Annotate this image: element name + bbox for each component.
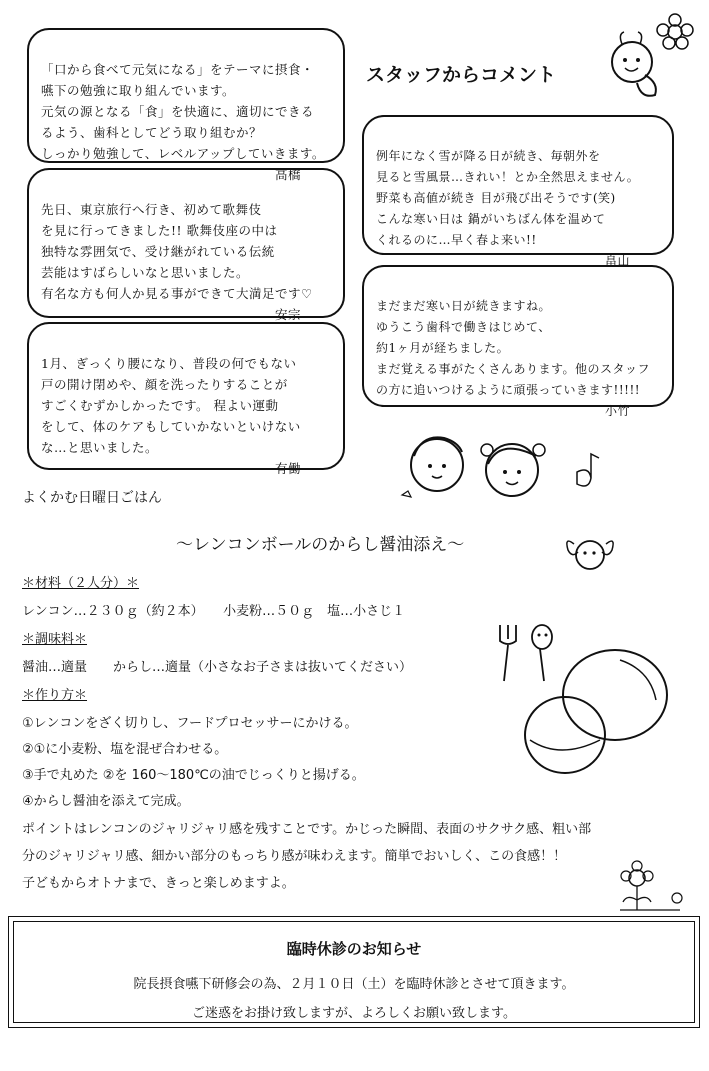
point-text: ポイントはレンコンのジャリジャリ感を残すことです。かじった瞬間、表面のサクサク感、粗い部 — [22, 822, 592, 837]
ingredients-heading: ＊材料（２人分）＊ — [22, 576, 140, 591]
children-illustration — [392, 420, 602, 510]
method-step: ②①に小麦粉、塩を混ぜ合わせる。 — [22, 742, 228, 757]
method-heading: ＊作り方＊ — [22, 688, 88, 703]
seasoning-text: 醤油…適量 からし…適量（小さなお子さまは抜いてください） — [22, 660, 413, 675]
bee-small-icon — [560, 530, 620, 580]
flower-bottom-icon — [615, 860, 695, 915]
method-step: ①レンコンをざく切りし、フードプロセッサーにかける。 — [22, 716, 358, 731]
comment-text: 「口から食べて元気になる」をテーマに摂食・ 嚥下の勉強に取り組んでいます。 元気の源となる「食」を快適に、適切にできる るよう、歯科としてどう取り組むか？ しっかり勉強して、レベルアップしていきます。 — [41, 62, 325, 161]
method-step: ③手で丸めた ②を 160～180℃の油でじっくりと揚げる。 — [22, 768, 365, 783]
staff-comments-heading: スタッフからコメント — [366, 64, 557, 86]
comment-box-2 — [362, 115, 674, 268]
notice-line: ご迷惑をお掛け致しますが、よろしくお願い致します。 — [192, 1006, 516, 1021]
comment-text: 例年になく雪が降る日が続き、毎朝外を 見ると雪風景…きれい！とか全然思えません。 野菜も高値が続き 目が飛び出そうです(笑) こんな寒い日は 鍋がいちばん体を温めて くれるのに…早く春よ来い!! — [376, 149, 640, 247]
comment-text: 先日、東京旅行へ行き、初めて歌舞伎 を見に行ってきました!! 歌舞伎座の中は 独特な雰囲気で、受け継がれている伝統 芸能はすばらしいなと思いました。 有名な方も何人か見る事ができて大満足です♡ — [41, 202, 313, 301]
notice-box — [8, 916, 700, 1028]
comment-box-3 — [27, 168, 345, 322]
comment-signature: 有働 — [274, 461, 301, 476]
comment-signature: 安宗 — [274, 307, 301, 322]
comment-box-5 — [27, 322, 345, 476]
comment-box-1 — [27, 28, 345, 182]
comment-text: まだまだ寒い日が続きますね。 ゆうこう歯科で働きはじめて、 約1ヶ月が経ちました。 まだ覚える事がたくさんあります。他のスタッフ の方に追いつけるように頑張っていきます!!!!! — [376, 299, 651, 397]
method-step: ④からし醤油を添えて完成。 — [22, 794, 190, 809]
point-text: 子どもからオトナまで、きっと楽しめますよ。 — [22, 876, 295, 891]
comment-signature: 高橋 — [274, 167, 301, 182]
flower-icon — [655, 12, 695, 52]
comment-text: 1月、ぎっくり腰になり、普段の何でもない 戸の開け閉めや、顔を洗ったりすることが すごくむずかしかったです。 程よい運動 をして、体のケアもしていかないといけない な…と思いました。 — [41, 356, 301, 455]
ingredients-text: レンコン…２３０ｇ（約２本） 小麦粉…５０ｇ 塩…小さじ１ — [22, 604, 406, 619]
seasoning-heading: ＊調味料＊ — [22, 632, 88, 647]
comment-signature: 畠山 — [604, 254, 630, 268]
notice-line: 院長摂食嚥下研修会の為、２月１０日（土）を臨時休診とさせて頂きます。 — [133, 977, 575, 992]
comment-signature: 小竹 — [604, 404, 630, 418]
comment-box-4 — [362, 265, 674, 418]
point-text: 分のジャリジャリ感、細かい部分のもっちり感が味わえます。簡単でおいしく、この食感！！ — [22, 849, 567, 864]
lotus-ball-illustration — [520, 640, 670, 780]
recipe-title: ～レンコンボールのからし醤油添え～ — [176, 535, 465, 555]
notice-title: 臨時休診のお知らせ — [286, 940, 422, 958]
recipe-section-title: よくかむ日曜日ごはん — [22, 490, 162, 506]
